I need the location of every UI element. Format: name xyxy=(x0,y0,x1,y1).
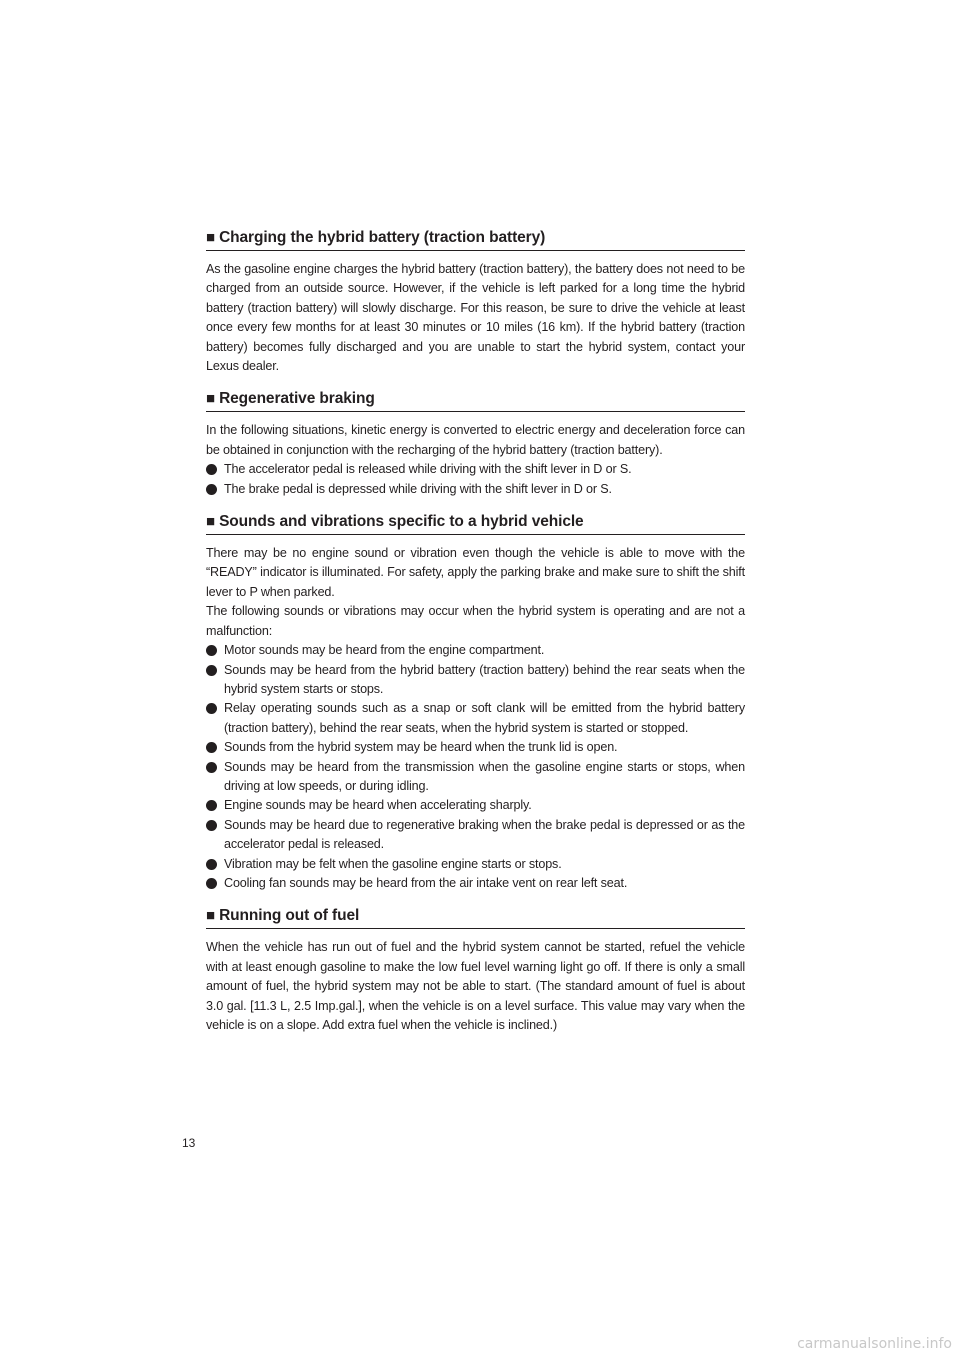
bullet-dot-icon xyxy=(206,703,217,714)
section-paragraph: There may be no engine sound or vibration even though the vehicle is able to move with the “READY” indicator is illuminated. For safety, apply the parking brake and make sure to shift the shift lever to P when parked. xyxy=(206,546,745,599)
bullet-dot-icon xyxy=(206,742,217,753)
bullet-dot-icon xyxy=(206,665,217,676)
list-item: Relay operating sounds such as a snap or soft clank will be emitted from the hybrid battery (traction battery), behind the rear seats, when the hybrid system is started or stopped. xyxy=(206,699,745,738)
section-sounds-vibrations xyxy=(206,513,745,893)
list-item: The accelerator pedal is released while driving with the shift lever in D or S. xyxy=(206,460,745,479)
list-item: Sounds from the hybrid system may be heard when the trunk lid is open. xyxy=(206,738,745,757)
section-paragraph: When the vehicle has run out of fuel and the hybrid system cannot be started, refuel the vehicle with at least enough gasoline to make the low fuel level warning light go off. If there is only a small amount of fuel, the hybrid system may not be able to start. (The standard amount of fuel is about 3.0 gal. [11.3 L, 2.5 Imp.gal.], when the vehicle is on a level surface. This value may vary when the vehicle is on a slope. Add extra fuel when the vehicle is inclined.) xyxy=(206,940,745,1032)
watermark: carmanualsonline.info xyxy=(797,1336,952,1352)
list-item: Sounds may be heard due to regenerative braking when the brake pedal is depressed or as the accelerator pedal is released. xyxy=(206,816,745,855)
bullet-list xyxy=(206,641,745,893)
square-bullet-icon: ■ xyxy=(206,907,216,925)
section-paragraph: In the following situations, kinetic energy is converted to electric energy and deceleration force can be obtained in conjunction with the recharging of the hybrid battery (traction battery). xyxy=(206,423,745,457)
square-bullet-icon: ■ xyxy=(206,229,216,246)
list-item: Engine sounds may be heard when accelerating sharply. xyxy=(206,796,745,815)
bullet-dot-icon xyxy=(206,820,217,831)
bullet-dot-icon xyxy=(206,645,217,656)
bullet-dot-icon xyxy=(206,484,217,495)
list-item: Cooling fan sounds may be heard from the air intake vent on rear left seat. xyxy=(206,874,745,893)
section-title: Regenerative braking xyxy=(219,390,375,408)
section-title: Running out of fuel xyxy=(219,907,360,925)
section-title: Sounds and vibrations specific to a hybrid vehicle xyxy=(219,513,584,531)
square-bullet-icon: ■ xyxy=(206,390,216,408)
section-heading xyxy=(206,513,745,535)
section-regenerative-braking xyxy=(206,390,745,499)
list-item: The brake pedal is depressed while driving with the shift lever in D or S. xyxy=(206,480,745,499)
page-content xyxy=(206,229,745,1035)
section-title: Charging the hybrid battery (traction battery) xyxy=(219,229,546,246)
section-charging xyxy=(206,229,745,376)
section-running-out-of-fuel xyxy=(206,907,745,1035)
page-number: 13 xyxy=(182,1136,196,1150)
bullet-dot-icon xyxy=(206,859,217,870)
section-heading xyxy=(206,229,745,251)
bullet-dot-icon xyxy=(206,878,217,889)
section-paragraph: The following sounds or vibrations may occur when the hybrid system is operating and are not a malfunction: xyxy=(206,604,745,638)
section-heading xyxy=(206,907,745,929)
bullet-dot-icon xyxy=(206,762,217,773)
list-item: Vibration may be felt when the gasoline engine starts or stops. xyxy=(206,855,745,874)
section-heading xyxy=(206,390,745,412)
list-item: Sounds may be heard from the transmission when the gasoline engine starts or stops, when driving at low speeds, or during idling. xyxy=(206,758,745,797)
list-item: Motor sounds may be heard from the engine compartment. xyxy=(206,641,745,660)
bullet-dot-icon xyxy=(206,464,217,475)
square-bullet-icon: ■ xyxy=(206,513,216,531)
list-item: Sounds may be heard from the hybrid battery (traction battery) behind the rear seats when the hybrid system starts or stops. xyxy=(206,661,745,700)
bullet-list xyxy=(206,460,745,499)
section-paragraph: As the gasoline engine charges the hybrid battery (traction battery), the battery does not need to be charged from an outside source. However, if the vehicle is left parked for a long time the hybrid battery (traction battery) will slowly discharge. For this reason, be sure to drive the vehicle at least once every few months for at least 30 minutes or 10 miles (16 km). If the hybrid battery (traction battery) becomes fully discharged and you are unable to start the hybrid system, contact your Lexus dealer. xyxy=(206,262,745,374)
bullet-dot-icon xyxy=(206,800,217,811)
